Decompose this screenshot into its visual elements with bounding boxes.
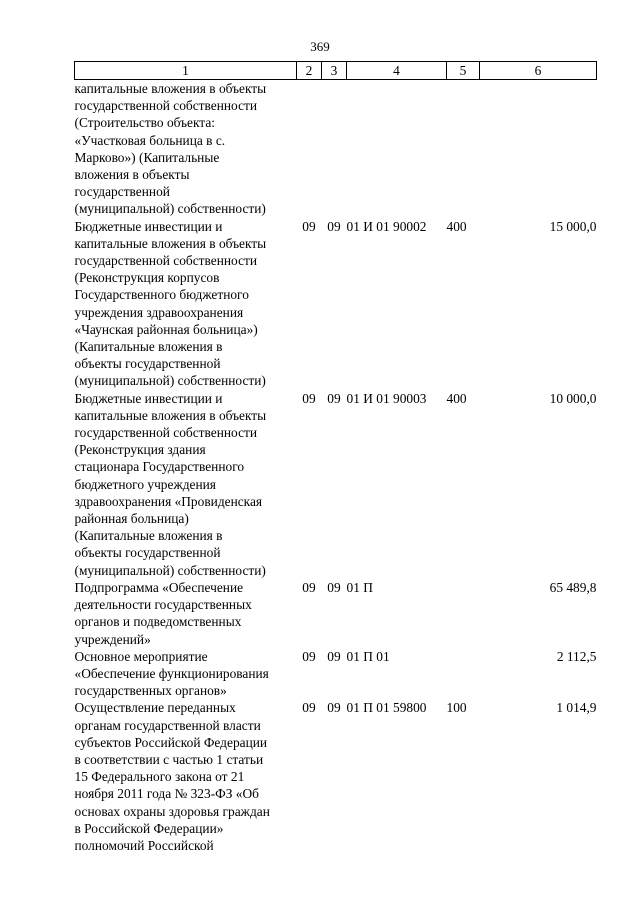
description-line: здравоохранения «Провиденская (74, 493, 263, 509)
description-line: капитальные вложения в объекты (74, 81, 267, 96)
description-line: Бюджетные инвестиции и (74, 218, 223, 234)
description-line: объекты государственной (74, 356, 221, 372)
row-description (75, 648, 297, 700)
amount: 1 014,9 (556, 700, 597, 716)
description-line: (Реконструкция корпусов (74, 270, 220, 286)
description-line: (муниципальной) собственности) (74, 373, 266, 389)
description-line: (муниципальной) собственности) (74, 562, 266, 578)
section-code (297, 80, 322, 218)
target-article-code: 01 П 01 (346, 648, 390, 664)
description-line: деятельности государственных (74, 597, 252, 613)
description-line: (Строительство объекта: (74, 115, 215, 131)
description-line: стационара Государственного (74, 459, 245, 475)
subsection-code (322, 80, 347, 218)
description-line: Бюджетные инвестиции и (74, 390, 223, 406)
description-line: объекты государственной (74, 545, 221, 561)
description-line: органам государственной власти (74, 717, 261, 733)
expense-type-code (447, 579, 480, 648)
target-article-code: 01 П (346, 579, 373, 595)
subsection-code: 09 (327, 648, 341, 664)
description-line: государственной собственности (74, 98, 258, 114)
description-line: районная больница) (74, 511, 189, 527)
table-row (75, 699, 597, 854)
target-article-code: 01 И 01 90003 (346, 390, 427, 406)
description-line: Основное мероприятие (74, 648, 208, 664)
description-line: Государственного бюджетного (74, 287, 249, 303)
row-description (75, 699, 297, 854)
subsection-code: 09 (327, 390, 341, 406)
description-line: государственных органов» (74, 683, 227, 699)
amount: 65 489,8 (549, 579, 597, 595)
description-line: (Капитальные вложения в (74, 339, 223, 355)
description-line: государственной (74, 184, 170, 200)
description-line: вложения в объекты (74, 167, 190, 183)
description-line: бюджетного учреждения (74, 476, 216, 492)
description-line: (Реконструкция здания (74, 442, 206, 458)
description-line: «Обеспечение функционирования (74, 665, 269, 681)
description-line: Марково») (Капитальные (74, 149, 220, 165)
expense-type-code: 400 (446, 218, 467, 234)
description-line: учреждения здравоохранения (74, 304, 244, 320)
description-line: в Российской Федерации» (74, 820, 224, 836)
table-row (75, 390, 597, 579)
table-row (75, 218, 597, 390)
description-line: (Капитальные вложения в (74, 528, 223, 544)
row-description (75, 390, 297, 579)
amount: 10 000,0 (549, 390, 597, 406)
table-row (75, 648, 597, 700)
page-number: 369 (310, 39, 330, 54)
target-article-code: 01 П 01 59800 (346, 700, 427, 716)
description-line: в соответствии с частью 1 статьи (74, 751, 264, 767)
expense-type-code (447, 648, 480, 700)
expense-type-code: 400 (446, 390, 467, 406)
section-code: 09 (302, 648, 316, 664)
description-line: Осуществление переданных (74, 700, 236, 716)
table-row (75, 579, 597, 648)
description-line: 15 Федерального закона от 21 (74, 769, 245, 785)
table-row (75, 80, 597, 218)
row-description (75, 80, 297, 218)
row-description (75, 218, 297, 390)
section-code: 09 (302, 218, 316, 234)
description-line: «Участковая больница в с. (74, 132, 226, 148)
column-header-1: 1 (75, 62, 297, 80)
column-header-3: 3 (322, 62, 347, 80)
target-article-code: 01 И 01 90002 (346, 218, 427, 234)
description-line: «Чаунская районная больница») (74, 321, 258, 337)
table-header-row (75, 62, 597, 80)
column-header-6: 6 (480, 62, 597, 80)
description-line: полномочий Российской (74, 837, 214, 853)
description-line: субъектов Российской Федерации (74, 734, 268, 750)
budget-table (74, 61, 597, 854)
target-article-code (347, 80, 447, 218)
description-line: (муниципальной) собственности) (74, 201, 266, 217)
section-code: 09 (302, 700, 316, 716)
description-line: капитальные вложения в объекты (74, 235, 267, 251)
column-header-5: 5 (447, 62, 480, 80)
section-code: 09 (302, 579, 316, 595)
column-header-2: 2 (297, 62, 322, 80)
row-description (75, 579, 297, 648)
expense-type-code (447, 80, 480, 218)
subsection-code: 09 (327, 579, 341, 595)
amount (480, 80, 597, 218)
description-line: органов и подведомственных (74, 614, 242, 630)
description-line: Подпрограмма «Обеспечение (74, 579, 244, 595)
description-line: капитальные вложения в объекты (74, 407, 267, 423)
description-line: государственной собственности (74, 253, 258, 269)
description-line: основах охраны здоровья граждан (74, 803, 270, 819)
description-line: ноября 2011 года № 323-ФЗ «Об (74, 786, 259, 802)
description-line: государственной собственности (74, 425, 258, 441)
subsection-code: 09 (327, 700, 341, 716)
expense-type-code: 100 (446, 700, 467, 716)
section-code: 09 (302, 390, 316, 406)
subsection-code: 09 (327, 218, 341, 234)
amount: 15 000,0 (549, 218, 597, 234)
table-body (75, 80, 597, 855)
description-line: учреждений» (74, 631, 151, 647)
column-header-4: 4 (347, 62, 447, 80)
amount: 2 112,5 (556, 648, 597, 664)
